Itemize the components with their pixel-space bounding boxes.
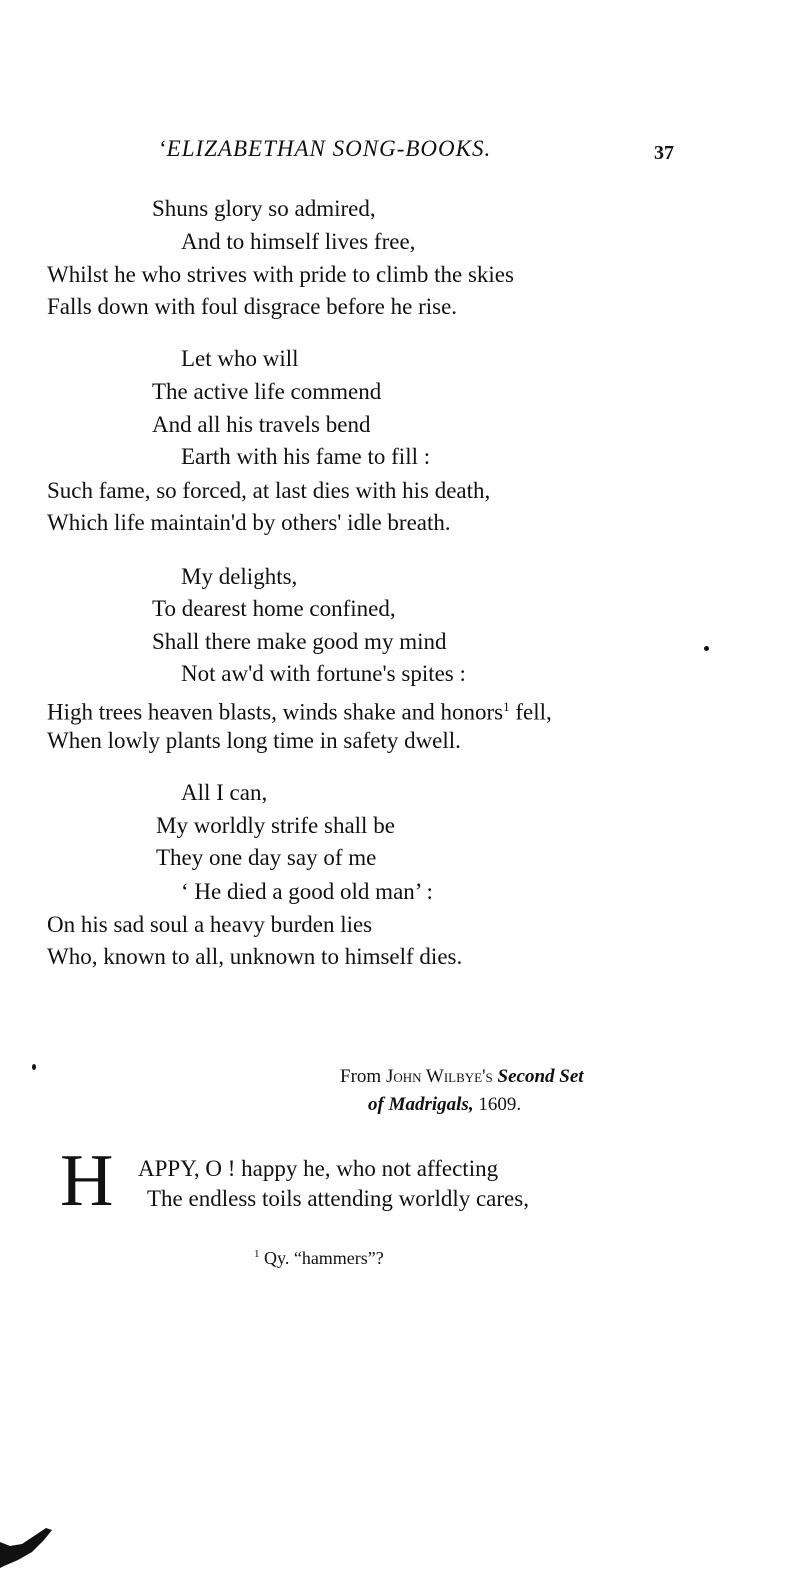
page-number: 37 <box>654 142 674 164</box>
poem-line-text: High trees heaven blasts, winds shake and honors <box>47 699 504 725</box>
scan-speck <box>32 1064 36 1070</box>
attribution-title-cont: of Madrigals, <box>368 1094 474 1115</box>
scan-speck <box>704 646 709 651</box>
poem-line: On his sad soul a heavy burden lies <box>47 912 373 937</box>
attribution-line-2 <box>368 1094 521 1116</box>
poem-line: Which life maintain'd by others' idle breath. <box>47 510 451 535</box>
poem-line: The active life commend <box>152 379 382 404</box>
poem-line: Who, known to all, unknown to himself dies. <box>47 944 463 969</box>
footnote-marker: 1 <box>503 699 510 714</box>
poem-line: And all his travels bend <box>152 412 371 437</box>
poem-line: When lowly plants long time in safety dwell. <box>47 728 461 753</box>
attribution-year: 1609. <box>478 1094 522 1115</box>
poem-line: My worldly strife shall be <box>156 813 395 838</box>
dropcap-continuation: APPY, <box>138 1156 200 1181</box>
poem-line: Shuns glory so admired, <box>152 196 376 221</box>
poem-line: ‘ He died a good old man’ : <box>181 879 433 904</box>
footnote-number: 1 <box>254 1248 260 1260</box>
attribution-title: Second Set <box>497 1066 584 1087</box>
poem-line: Not aw'd with fortune's spites : <box>181 661 466 686</box>
poem-line: My delights, <box>181 564 298 589</box>
next-poem-line-2: The endless toils attending worldly cares, <box>147 1186 529 1211</box>
poem-line: Earth with his fame to fill : <box>181 444 431 469</box>
next-poem-line-1-tail: O ! happy he, who not affecting <box>199 1156 499 1181</box>
attribution-author: John Wilbye's <box>385 1066 493 1087</box>
poem-line: All I can, <box>181 780 268 805</box>
poem-line-with-footnote <box>47 692 552 728</box>
poem-line: Shall there make good my mind <box>152 629 447 654</box>
poem-line: Such fame, so forced, at last dies with his death, <box>47 478 491 503</box>
attribution-from: From <box>340 1066 382 1087</box>
poem-line: Falls down with foul disgrace before he rise. <box>47 294 458 319</box>
footnote-text: Qy. “hammers”? <box>264 1248 384 1268</box>
drop-cap: H <box>60 1140 114 1222</box>
poem-line: Whilst he who strives with pride to climb the skies <box>47 262 514 287</box>
running-head: ‘ELIZABETHAN SONG-BOOKS. <box>158 136 492 161</box>
footnote <box>254 1248 384 1269</box>
next-poem-line-1 <box>138 1154 498 1184</box>
poem-line: And to himself lives free, <box>181 229 416 254</box>
poem-line: They one day say of me <box>156 845 377 870</box>
attribution-line-1 <box>340 1066 584 1088</box>
poem-line: To dearest home confined, <box>152 596 396 621</box>
poem-line-tail: fell, <box>509 699 552 725</box>
poem-line: Let who will <box>181 346 299 371</box>
scan-smudge-icon <box>0 1524 60 1574</box>
